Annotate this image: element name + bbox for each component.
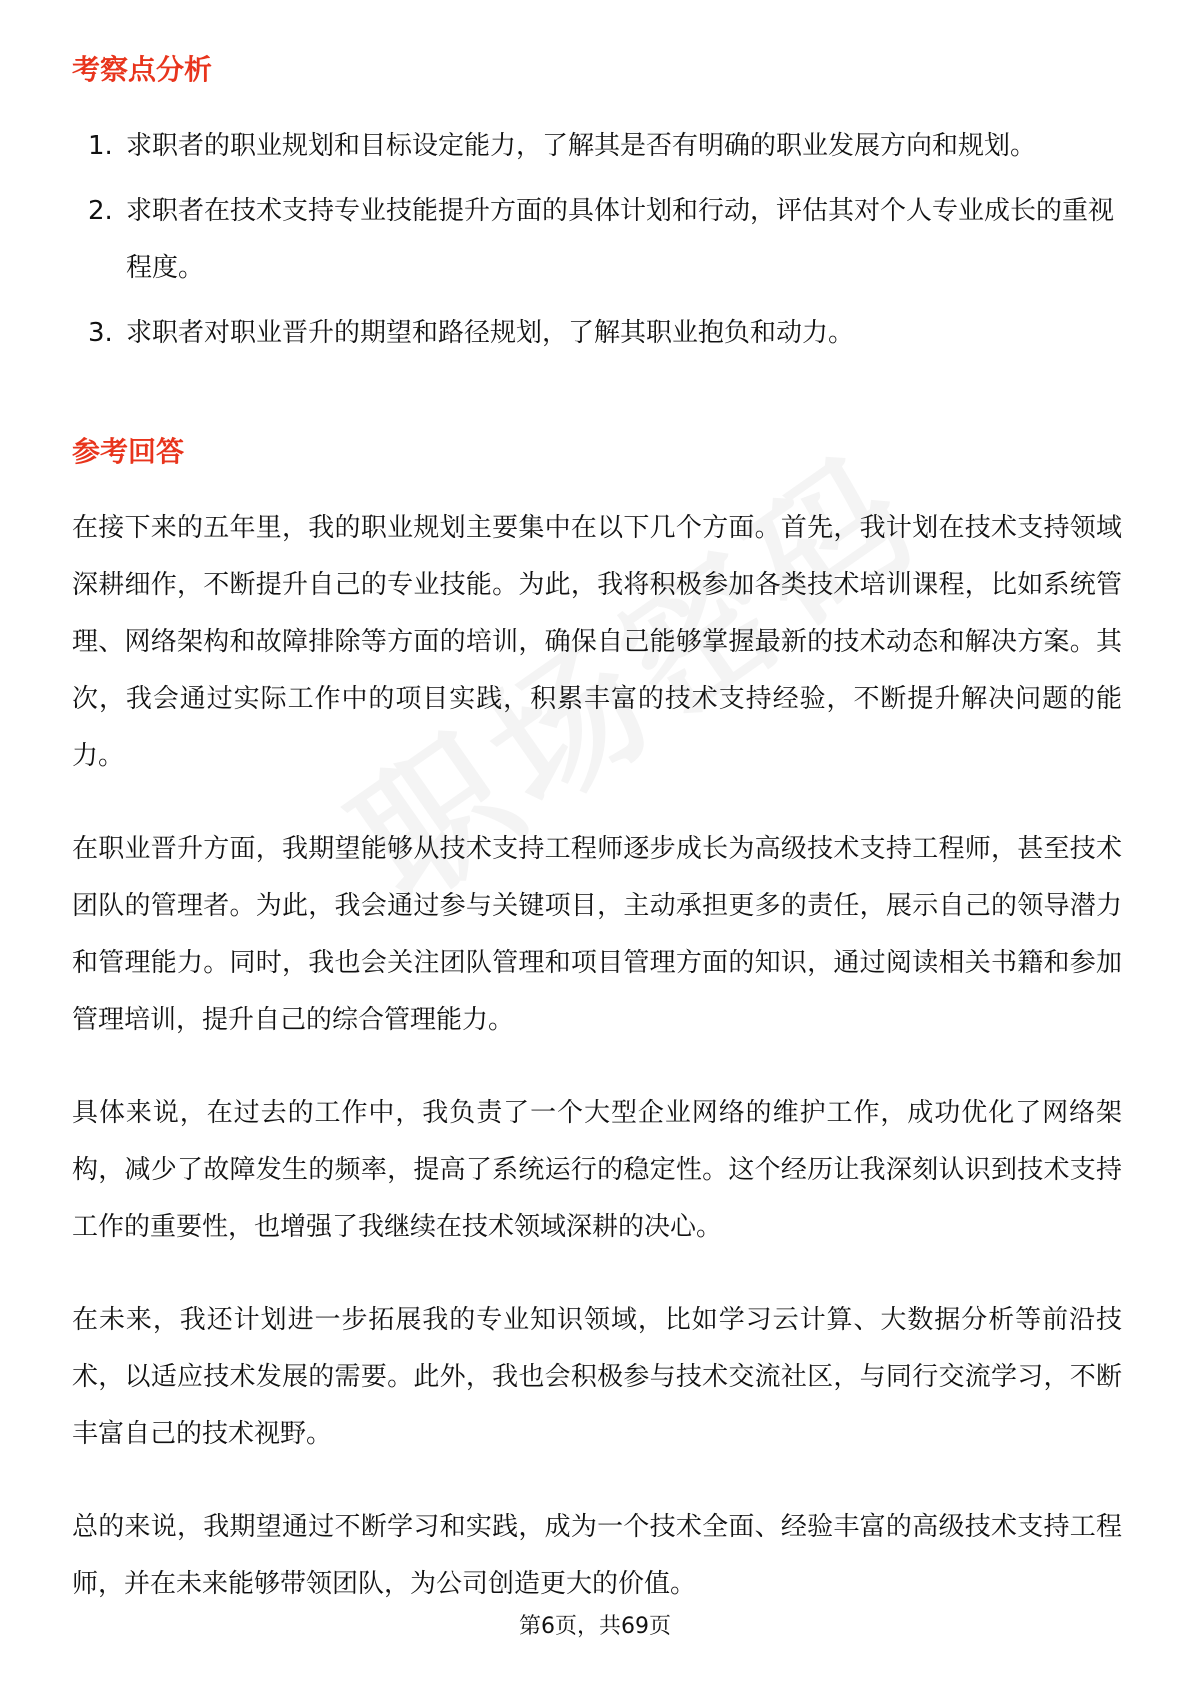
list-item-number: 2. [88, 196, 113, 226]
list-item-number: 1. [88, 131, 113, 161]
page-number: 第6页，共69页 [519, 1614, 671, 1639]
answer-paragraph: 在接下来的五年里，我的职业规划主要集中在以下几个方面。首先，我计划在技术支持领域深耕细作，不断提升自己的专业技能。为此，我将积极参加各类技术培训课程，比如系统管理、网络架构和故障排除等方面的培训，确保自己能够掌握最新的技术动态和解决方案。其次，我会通过实际工作中的项目实践，积累丰富的技术支持经验，不断提升解决问题的能力。 [72, 513, 1122, 771]
answer-body [72, 500, 1122, 1649]
list-item-text: 求职者在技术支持专业技能提升方面的具体计划和行动，评估其对个人专业成长的重视程度。 [126, 196, 1115, 283]
answer-paragraph: 在职业晋升方面，我期望能够从技术支持工程师逐步成长为高级技术支持工程师，甚至技术团队的管理者。为此，我会通过参与关键项目，主动承担更多的责任，展示自己的领导潜力和管理能力。同时，我也会关注团队管理和项目管理方面的知识，通过阅读相关书籍和参加管理培训，提升自己的综合管理能力。 [72, 834, 1122, 1035]
answer-paragraph: 具体来说，在过去的工作中，我负责了一个大型企业网络的维护工作，成功优化了网络架构，减少了故障发生的频率，提高了系统运行的稳定性。这个经历让我深刻认识到技术支持工作的重要性，也增强了我继续在技术领域深耕的决心。 [72, 1098, 1122, 1242]
list-item-number: 3. [88, 318, 113, 348]
list-item [72, 118, 1122, 175]
answer-paragraph: 总的来说，我期望通过不断学习和实践，成为一个技术全面、经验丰富的高级技术支持工程师，并在未来能够带领团队，为公司创造更大的价值。 [72, 1512, 1122, 1599]
list-item-text: 求职者对职业晋升的期望和路径规划，了解其职业抱负和动力。 [126, 318, 855, 348]
list-item-text: 求职者的职业规划和目标设定能力，了解其是否有明确的职业发展方向和规划。 [126, 131, 1037, 161]
list-item [72, 183, 1122, 297]
answer-paragraph: 在未来，我还计划进一步拓展我的专业知识领域，比如学习云计算、大数据分析等前沿技术，以适应技术发展的需要。此外，我也会积极参与技术交流社区，与同行交流学习，不断丰富自己的技术视野。 [72, 1305, 1122, 1449]
analysis-list [72, 118, 1122, 370]
section-title-answer: 参考回答 [72, 435, 185, 468]
section-title-analysis: 考察点分析 [72, 53, 213, 86]
list-item [72, 305, 1122, 362]
